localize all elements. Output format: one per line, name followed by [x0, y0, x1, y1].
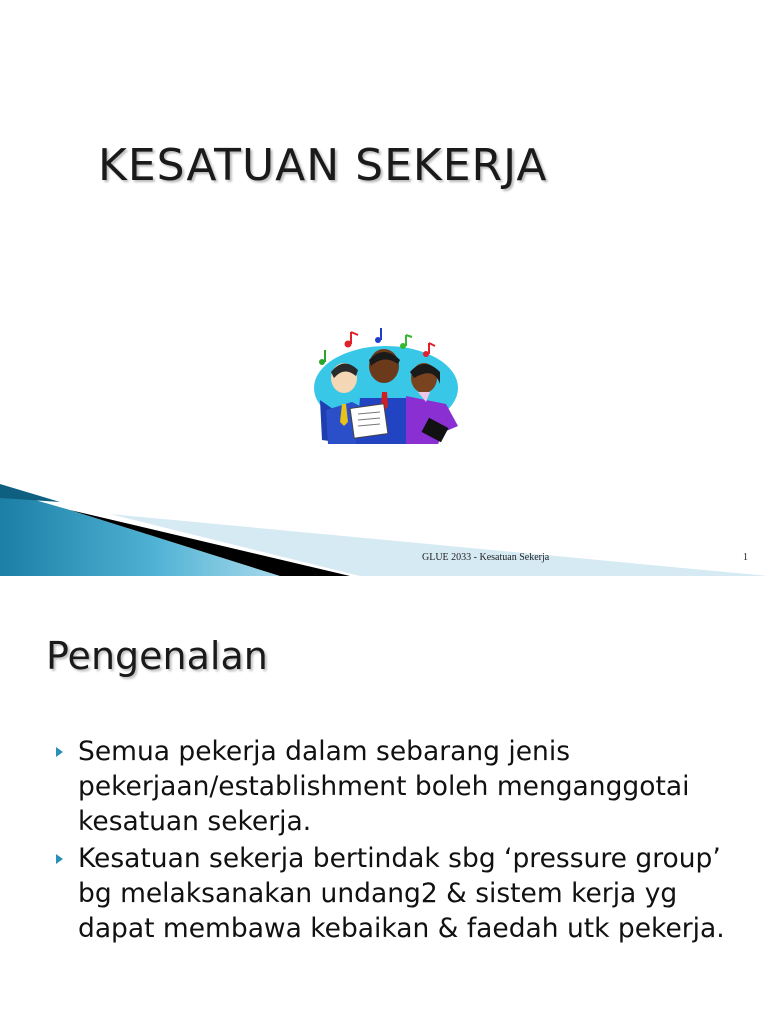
bullet-text: Kesatuan sekerja bertindak sbg ‘pressure group’ bg melaksanakan undang2 & sistem kerja yg dapat membawa kebaikan & faedah utk pekerja. [78, 843, 725, 944]
slide-title: KESATUAN SEKERJA [98, 140, 548, 191]
page-number: 1 [743, 552, 748, 563]
triangle-bullet-icon [56, 747, 63, 757]
footer-text: GLUE 2033 - Kesatuan Sekerja [422, 552, 550, 563]
slide-heading: Pengenalan [46, 634, 268, 678]
list-item [56, 841, 746, 946]
triangle-bullet-icon [56, 854, 63, 864]
slide-2 [0, 576, 768, 1024]
bullet-list [56, 734, 746, 948]
bullet-text: Semua pekerja dalam sebarang jenis pekerjaan/establishment boleh menganggotai kesatuan sekerja. [78, 736, 690, 837]
singing-workers-clipart-icon [306, 326, 462, 448]
decorative-swoosh [0, 480, 768, 576]
list-item [56, 734, 746, 839]
